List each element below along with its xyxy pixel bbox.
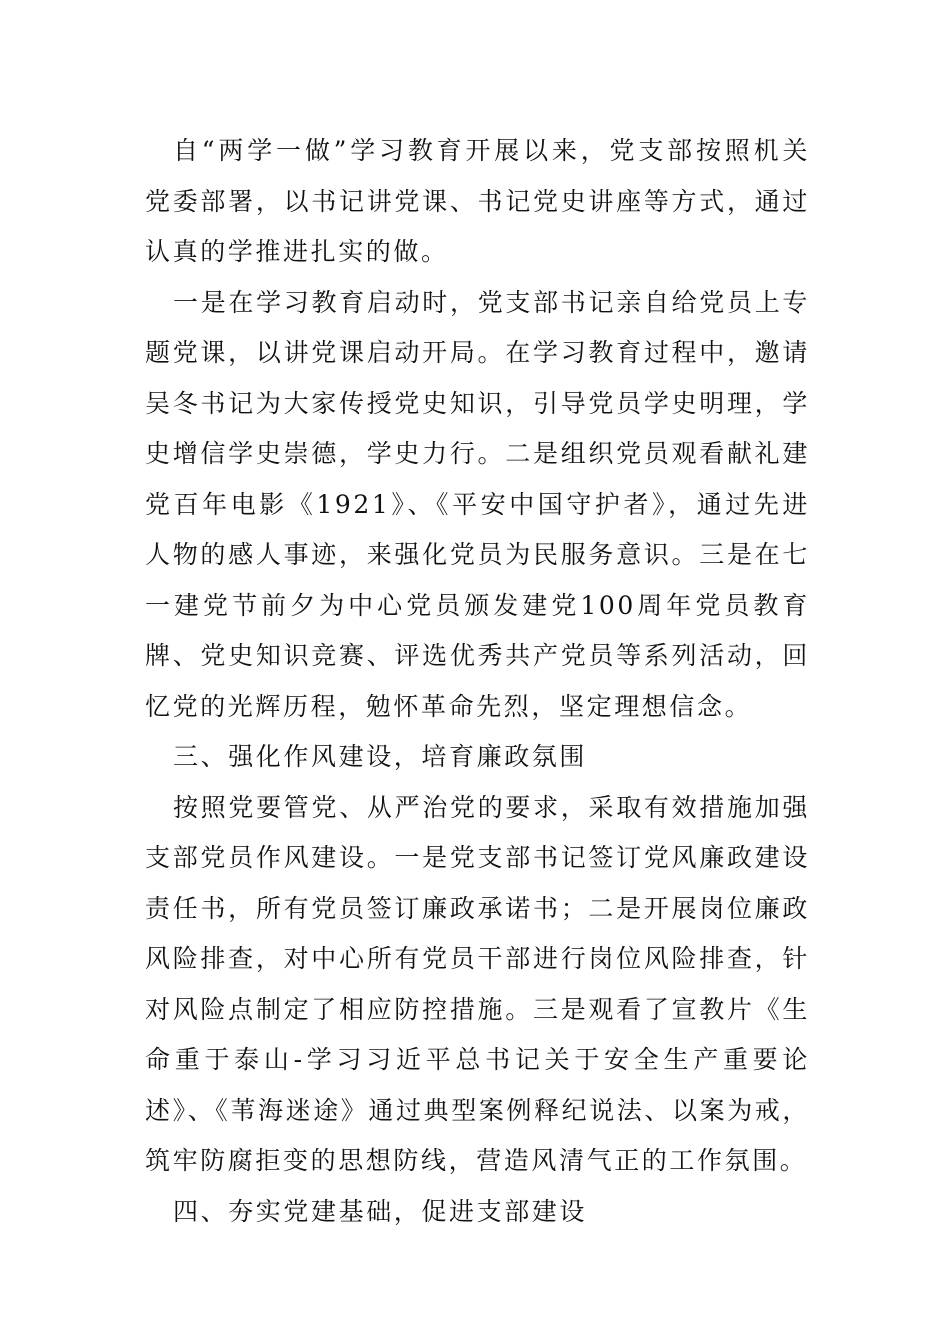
paragraph-intro: 自“两学一做”学习教育开展以来，党支部按照机关党委部署，以书记讲党课、书记党史讲座等方式，通过认真的学推进扎实的做。 — [145, 136, 810, 266]
paragraph-study-activities: 一是在学习教育启动时，党支部书记亲自给党员上专题党课，以讲党课启动开局。在学习教育过程中，邀请吴冬书记为大家传授党史知识，引导党员学史明理，学史增信学史崇德，学史力行。二是组织党员观看献礼建党百年电影《1921》、《平安中国守护者》，通过先进人物的感人事迹，来强化党员为民服务意识。三是在七一建党节前夕为中心党员颁发建党100周年党员教育牌、党史知识竞赛、评选优秀共产党员等系列活动，回忆党的光辉历程，勉怀革命先烈，坚定理想信念。 — [145, 287, 810, 721]
section-heading-4: 四、夯实党建基础，促进支部建设 — [173, 1196, 588, 1226]
paragraph-work-style: 按照党要管党、从严治党的要求，采取有效措施加强支部党员作风建设。一是党支部书记签订党风廉政建设责任书，所有党员签订廉政承诺书；二是开展岗位廉政风险排查，对中心所有党员干部进行岗位风险排查，针对风险点制定了相应防控措施。三是观看了宣教片《生命重于泰山-学习习近平总书记关于安全生产重要论述》、《苇海迷途》通过典型案例释纪说法、以案为戒，筑牢防腐拒变的思想防线，营造风清气正的工作氛围。 — [145, 792, 811, 1175]
section-heading-3: 三、强化作风建设，培育廉政氛围 — [173, 742, 588, 771]
document-body — [145, 126, 810, 1237]
